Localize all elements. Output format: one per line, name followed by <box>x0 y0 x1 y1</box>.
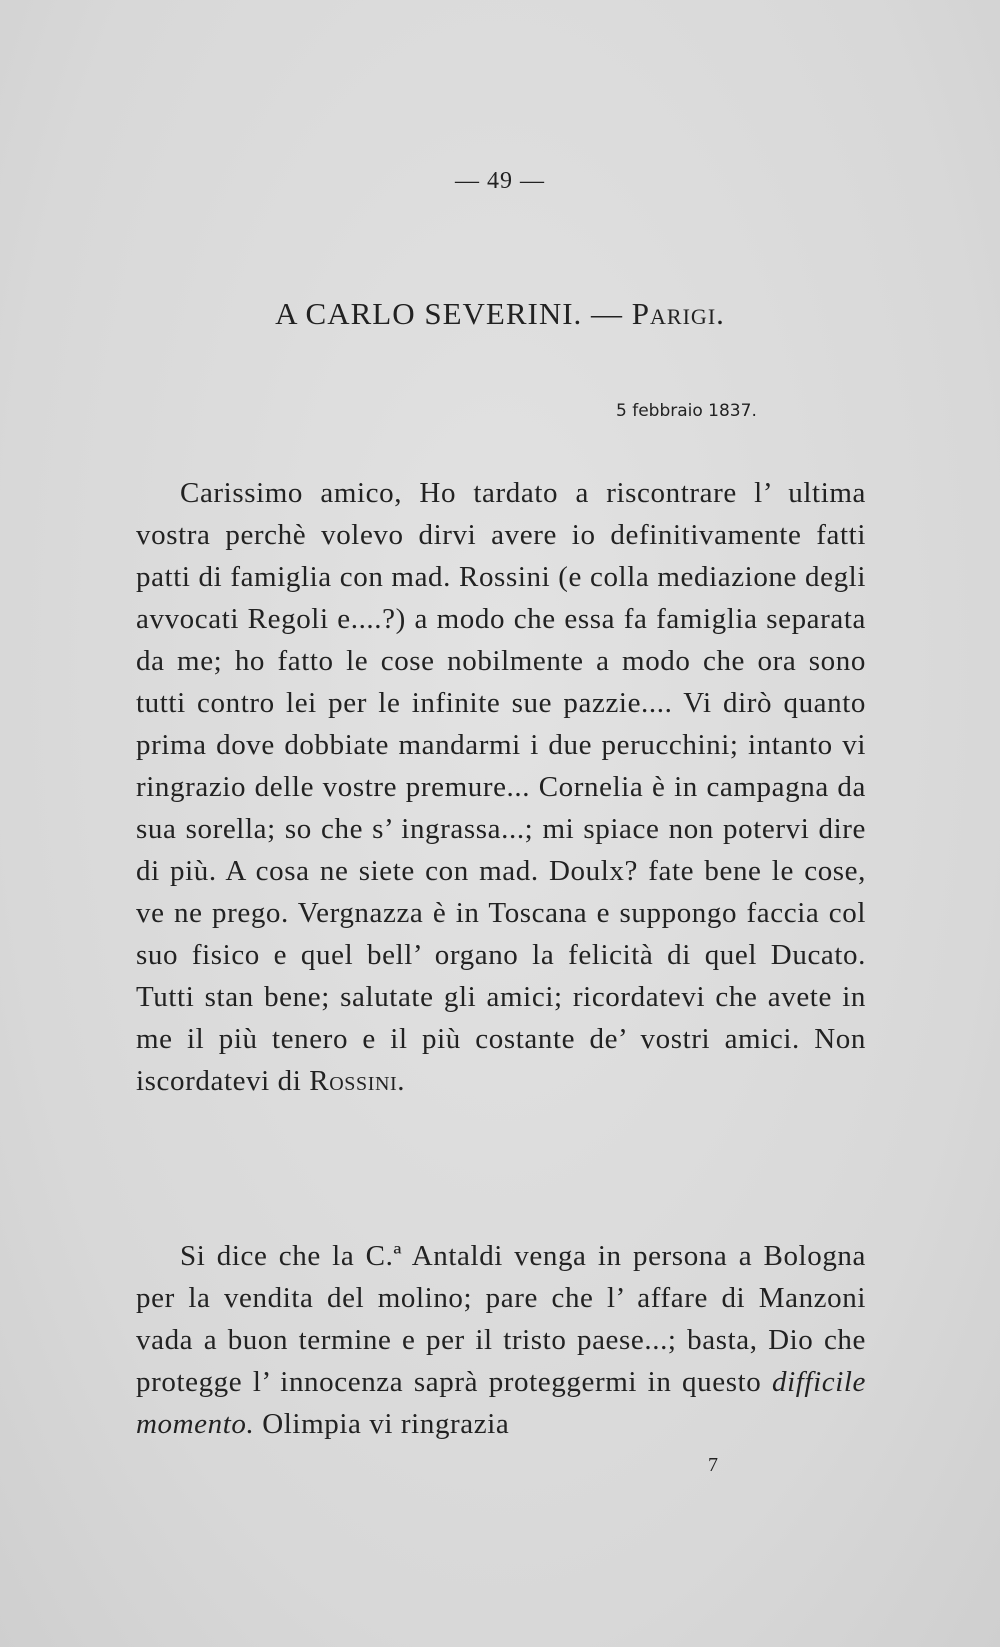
heading-recipient: A CARLO SEVERINI. — <box>275 296 632 331</box>
paragraph-2-text-start: Si dice che la C.ª Antaldi venga in persona a Bologna per la vendita del molino; pare che l’ affare di Manzoni vada a buon termine e per il tristo paese...; basta, Dio che protegge l’ innocenza saprà proteggermi in questo <box>136 1240 866 1398</box>
signature-name: Rossini. <box>309 1065 406 1097</box>
letter-date: 5 febbraio 1837. <box>616 401 757 421</box>
letter-paragraph-2 <box>136 1235 866 1445</box>
letter-heading <box>0 296 1000 332</box>
paragraph-2-text-end: Olimpia vi ringrazia <box>254 1408 510 1440</box>
paragraph-1-text: Carissimo amico, Ho tardato a riscontrare l’ ultima vostra perchè volevo dirvi avere io definitivamente fatti patti di famiglia con mad. Rossini (e colla mediazione degli avvocati Regoli e....?) a modo che essa fa famiglia separata da me; ho fatto le cose nobilmente a modo che ora sono tutti contro lei per le infinite sue pazzie.... Vi dirò quanto prima dove dobbiate mandarmi i due perucchini; intanto vi ringrazio delle vostre premure... Cornelia è in campagna da sua sorella; so che s’ ingrassa...; mi spiace non potervi dire di più. A cosa ne siete con mad. Doulx? fate bene le cose, ve ne prego. Vergnazza è in Toscana e suppongo faccia col suo fisico e quel bell’ organo la felicità di quel Ducato. Tutti stan bene; salutate gli amici; ricordatevi che avete in me il più tenero e il più costante de’ vostri amici. Non iscordatevi di <box>136 477 866 1097</box>
letter-paragraph-1 <box>136 472 866 1102</box>
page-number: — 49 — <box>455 168 545 194</box>
paragraph-2-italic: difficile momento. <box>136 1366 866 1440</box>
heading-place: Parigi. <box>631 296 725 331</box>
printer-signature-mark: 7 <box>708 1454 718 1476</box>
